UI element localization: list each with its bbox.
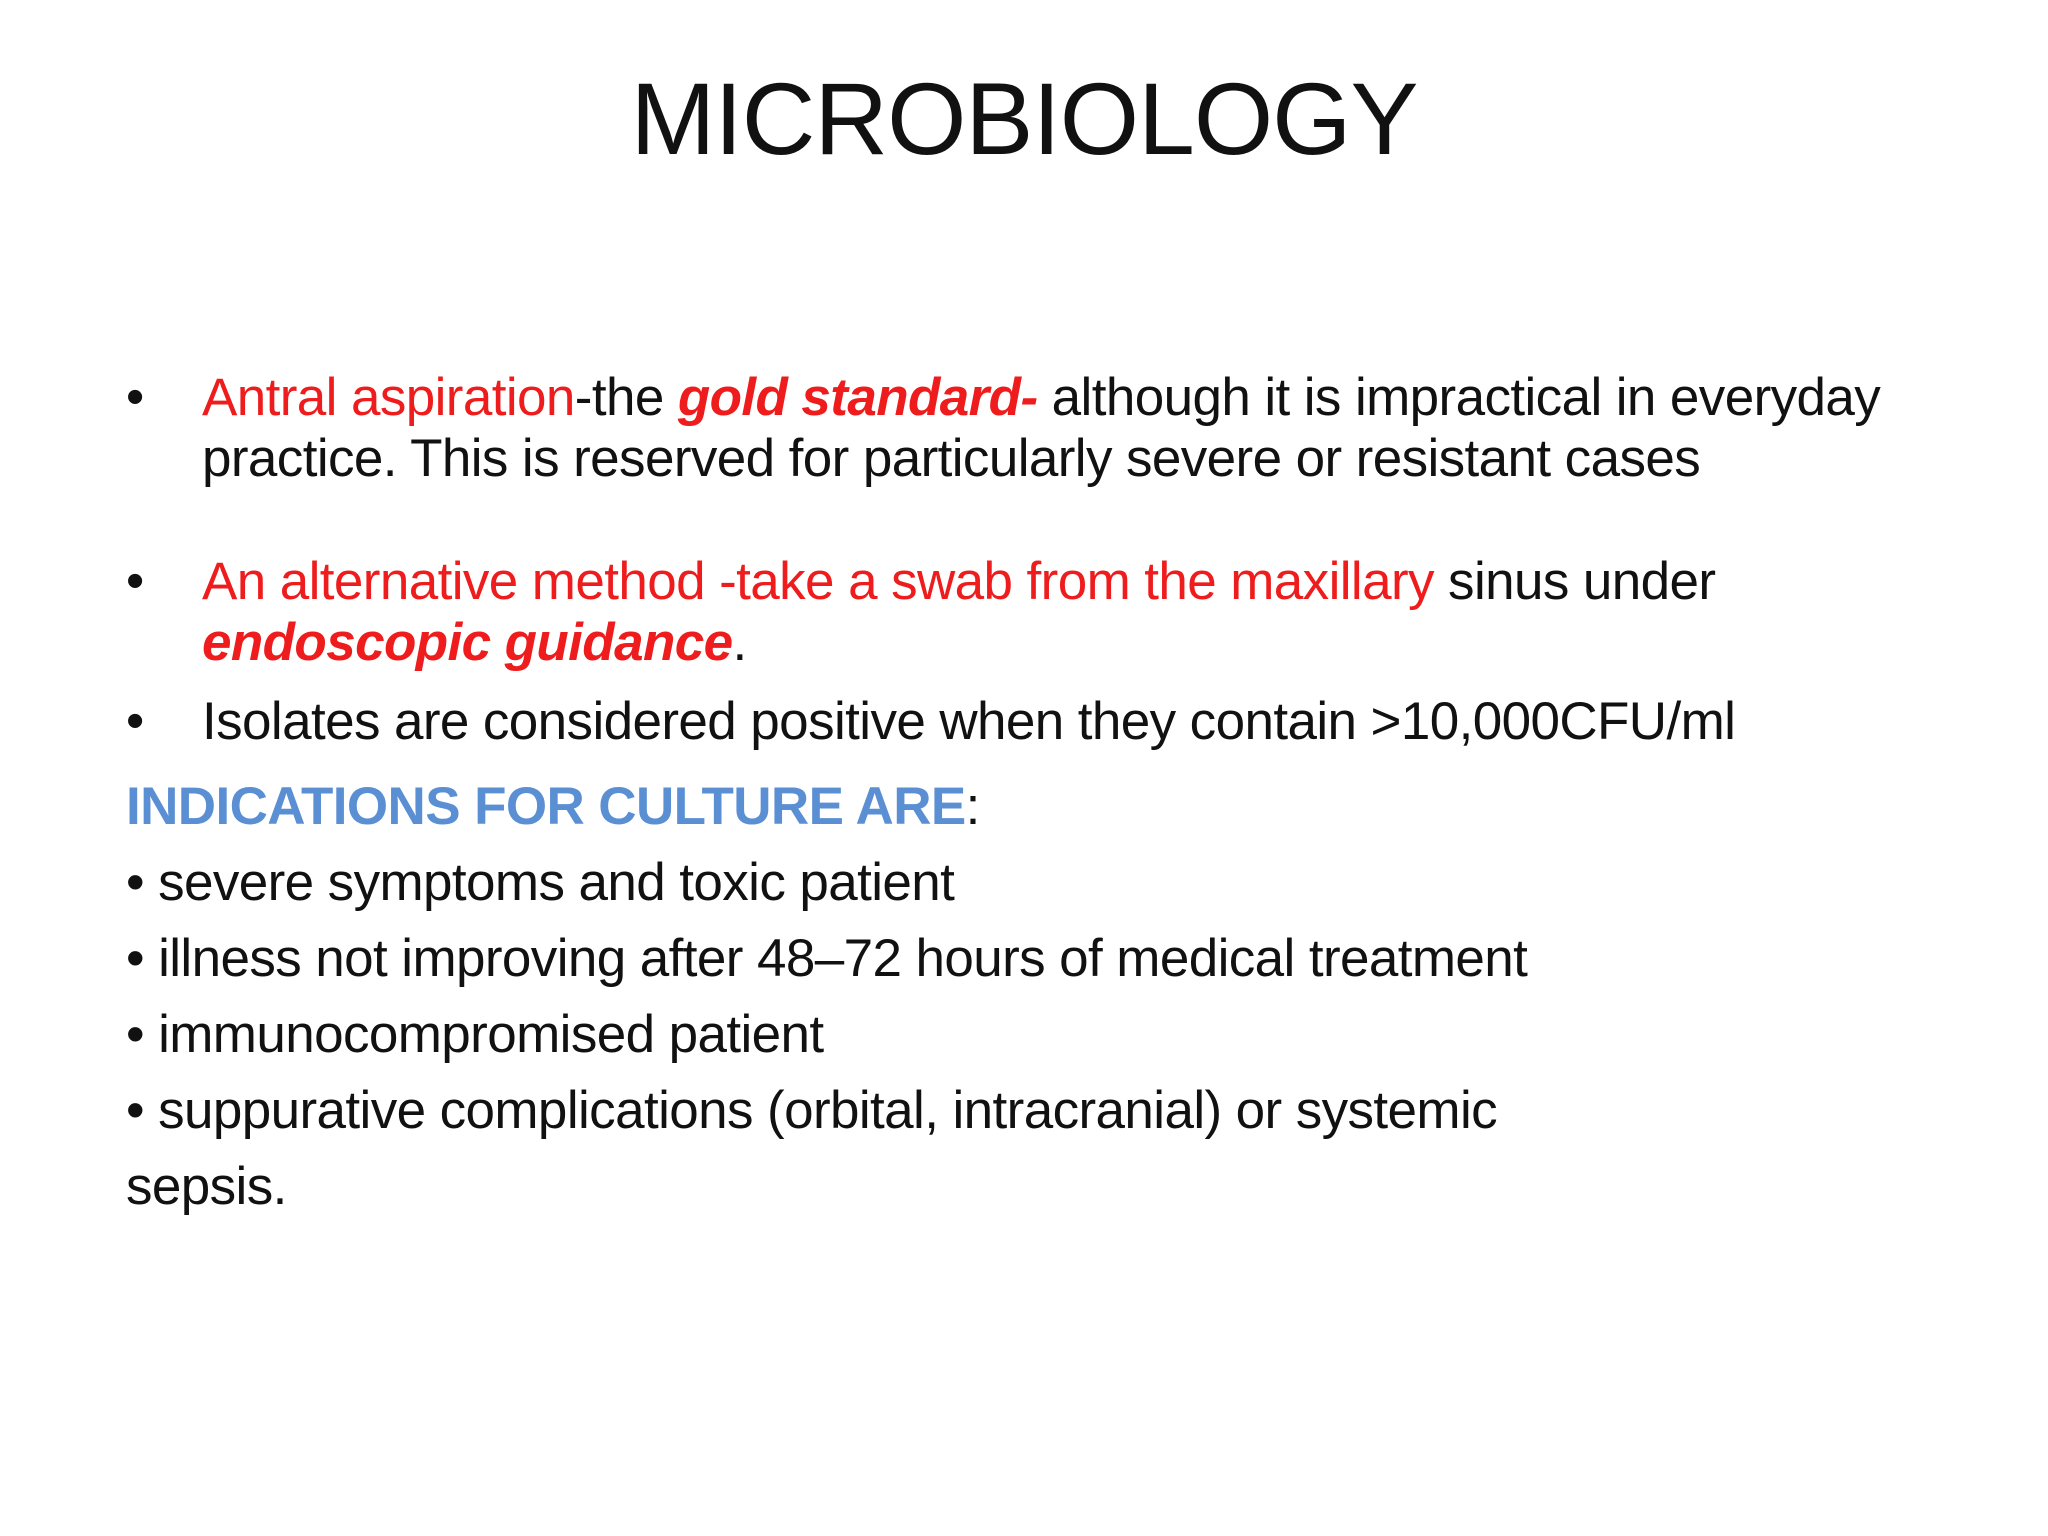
slide-title: MICROBIOLOGY bbox=[630, 62, 1418, 176]
red-text: Antral aspiration bbox=[202, 368, 575, 427]
indications-heading bbox=[126, 777, 1986, 842]
bullet-icon: • bbox=[126, 691, 144, 750]
indications-heading-suffix: : bbox=[965, 776, 980, 836]
indications-heading-text: INDICATIONS FOR CULTURE ARE bbox=[126, 776, 966, 836]
bullet-text bbox=[202, 368, 1986, 490]
bullet-item-alternative-method bbox=[126, 552, 1986, 674]
plain-text: . bbox=[732, 612, 747, 672]
slide-content bbox=[126, 368, 1986, 1218]
plain-text: although it is impractical in everyday practice. This is reserved for particularly severe or resistant cases bbox=[202, 368, 1881, 488]
indication-item: • illness not improving after 48–72 hours of medical treatment bbox=[126, 928, 1528, 988]
bullet-icon: • bbox=[126, 368, 144, 426]
red-text: An alternative method -take a swab from the maxillary bbox=[202, 551, 1434, 611]
indication-item: • immunocompromised patient bbox=[126, 1004, 824, 1064]
plain-text: sinus under bbox=[1433, 551, 1716, 611]
indication-item: • suppurative complications (orbital, intracranial) or systemic bbox=[126, 1080, 1498, 1140]
bullet-item-isolates bbox=[126, 692, 1986, 753]
bullet-text: Isolates are considered positive when they contain >10,000CFU/ml bbox=[202, 691, 1736, 751]
emphasis-text: gold standard- bbox=[677, 368, 1038, 427]
plain-text: -the bbox=[574, 368, 678, 427]
bullet-icon: • bbox=[126, 551, 144, 610]
bullet-text bbox=[202, 552, 1986, 674]
emphasis-text: endoscopic guidance bbox=[202, 612, 733, 672]
bullet-item-antral-aspiration bbox=[126, 368, 1986, 490]
indication-item: • severe symptoms and toxic patient bbox=[126, 852, 955, 912]
indication-item-continuation: sepsis. bbox=[126, 1156, 287, 1216]
